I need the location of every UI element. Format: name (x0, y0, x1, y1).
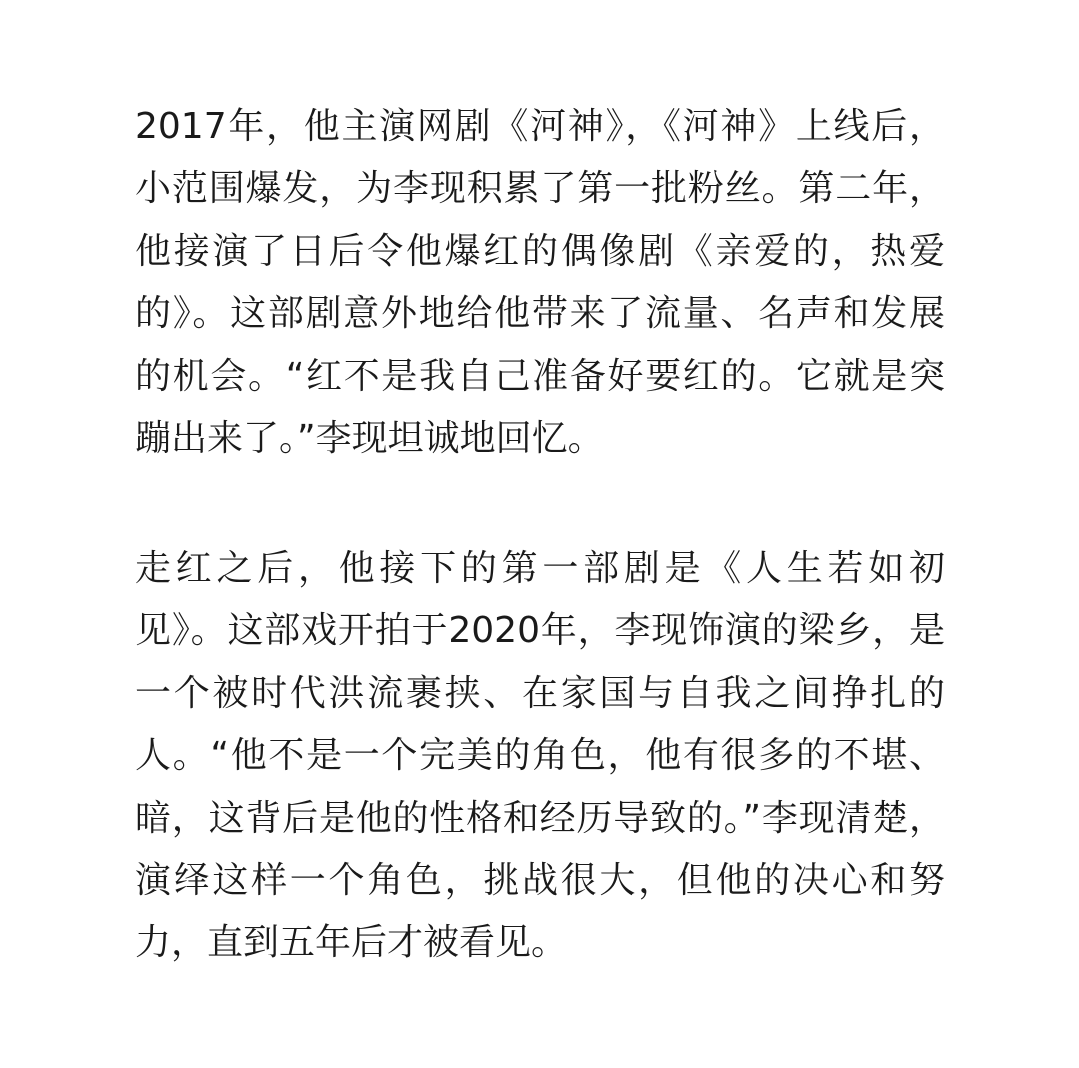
text-line: 他接演了日后令他爆红的偶像剧《亲爱的，热爱 (135, 230, 945, 272)
text-line: 的》。这部剧意外地给他带来了流量、名声和发展 (135, 293, 945, 335)
text-line: 的机会。“红不是我自己准备好要红的。它就是突 (135, 355, 945, 397)
text-line: 见》。这部戏开拍于2020年，李现饰演的梁乡，是 (135, 610, 945, 652)
text-line: 小范围爆发，为李现积累了第一批粉丝。第二年， (135, 168, 945, 210)
text-line: 走红之后，他接下的第一部剧是《人生若如初 (135, 548, 945, 589)
text-line: 2017年，他主演网剧《河神》，《河神》上线后， (135, 106, 945, 147)
text-line: 力，直到五年后才被看见。 (135, 922, 568, 964)
text-line: 一个被时代洪流裹挟、在家国与自我之间挣扎的 (135, 672, 945, 714)
text-line: 暗，这背后是他的性格和经历导致的。”李现清楚， (135, 797, 945, 839)
text-line: 蹦出来了。”李现坦诚地回忆。 (135, 417, 604, 459)
article-paragraph (135, 538, 945, 975)
article-paragraph (135, 96, 945, 470)
text-line: 人。“他不是一个完美的角色，他有很多的不堪、 (135, 735, 945, 777)
text-line: 演绎这样一个角色，挑战很大，但他的决心和努 (135, 859, 945, 901)
